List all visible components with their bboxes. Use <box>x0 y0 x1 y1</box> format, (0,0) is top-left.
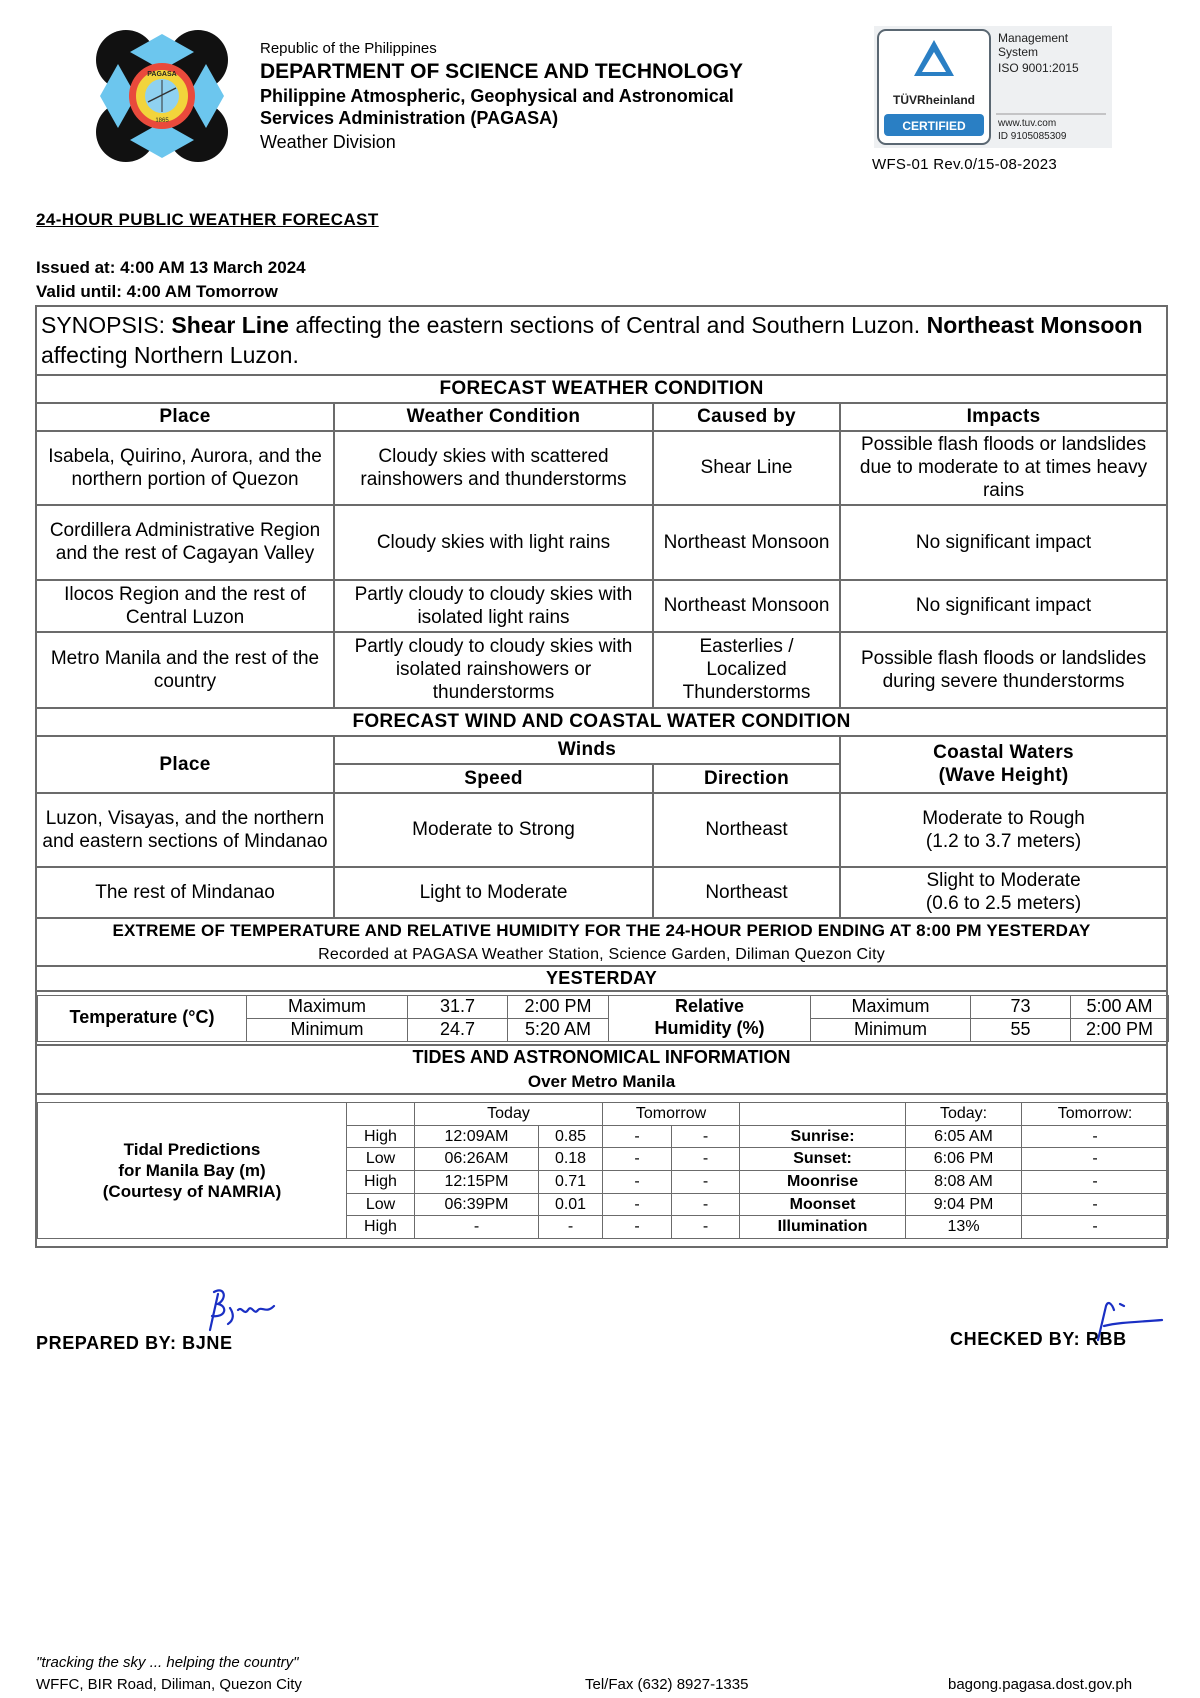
astro-tomorrow: - <box>1022 1193 1169 1216</box>
yesterday-label: YESTERDAY <box>36 966 1167 991</box>
astro-tomorrow: - <box>1022 1216 1169 1239</box>
tides-block <box>36 1094 1167 1247</box>
tide-tomorrow-time: - <box>603 1193 672 1216</box>
cert-url: www.tuv.com <box>998 118 1057 129</box>
tide-time: 06:39PM <box>415 1193 539 1216</box>
forecast-condition: Partly cloudy to cloudy skies with isolated light rains <box>334 580 653 632</box>
astro-today: 6:06 PM <box>906 1148 1022 1171</box>
agency-line-2: Services Administration (PAGASA) <box>260 108 559 128</box>
cert-title-1: Management <box>998 31 1069 45</box>
temp-max-time: 2:00 PM <box>508 995 609 1018</box>
forecast-impact: No significant impact <box>840 580 1167 632</box>
tide-height: 0.71 <box>539 1171 603 1194</box>
footer-address: WFFC, BIR Road, Diliman, Quezon City <box>36 1676 302 1693</box>
tide-height: 0.01 <box>539 1193 603 1216</box>
coastal-header-line-1: Coastal Waters <box>933 742 1074 764</box>
forecast-table <box>35 305 1168 1248</box>
extreme-values <box>36 991 1167 1045</box>
tide-tomorrow-height: - <box>672 1171 740 1194</box>
forecast-section-title: FORECAST WEATHER CONDITION <box>36 375 1167 403</box>
iso-certification-badge <box>874 26 1112 148</box>
temp-max-value: 31.7 <box>408 995 508 1018</box>
wind-speed: Light to Moderate <box>334 867 653 918</box>
wind-direction: Northeast <box>653 867 840 918</box>
logo-text: PAGASA <box>147 71 177 78</box>
document-code: WFS-01 Rev.0/15-08-2023 <box>872 156 1058 173</box>
tide-tomorrow-height: - <box>672 1193 740 1216</box>
rh-min-value: 55 <box>971 1018 1071 1041</box>
tide-tomorrow-time: - <box>603 1125 672 1148</box>
forecast-cause: Easterlies / Localized Thunderstorms <box>653 632 840 708</box>
rh-max-value: 73 <box>971 995 1071 1018</box>
forecast-cause: Northeast Monsoon <box>653 580 840 632</box>
coastal-condition: Slight to Moderate <box>926 870 1081 892</box>
wind-header-speed: Speed <box>334 764 653 793</box>
forecast-condition: Cloudy skies with scattered rainshowers and thunderstorms <box>334 431 653 505</box>
tide-tomorrow-height: - <box>672 1125 740 1148</box>
extreme-section-title <box>36 918 1167 966</box>
tide-tomorrow-time: - <box>603 1148 672 1171</box>
prepared-signature <box>204 1284 284 1334</box>
republic-line: Republic of the Philippines <box>260 40 437 57</box>
wind-section-title: FORECAST WIND AND COASTAL WATER CONDITION <box>36 708 1167 736</box>
tide-type: Low <box>347 1193 415 1216</box>
synopsis-label: SYNOPSIS: <box>41 312 165 338</box>
tide-tomorrow-time: - <box>603 1216 672 1239</box>
tide-time: 12:15PM <box>415 1171 539 1194</box>
forecast-row <box>36 431 1167 505</box>
temp-min-value: 24.7 <box>408 1018 508 1041</box>
forecast-row <box>36 632 1167 708</box>
synopsis-text-1: affecting the eastern sections of Central and Southern Luzon. <box>295 312 921 338</box>
coastal-wave-height: (0.6 to 2.5 meters) <box>925 893 1082 915</box>
synopsis-system-1: Shear Line <box>171 312 289 338</box>
tide-header-today: Today <box>415 1103 603 1126</box>
synopsis <box>36 306 1167 375</box>
humidity-label-line-2: Humidity (%) <box>654 1018 765 1039</box>
tide-corner <box>347 1103 415 1126</box>
wind-header-place: Place <box>36 736 334 793</box>
astro-today: 8:08 AM <box>906 1171 1022 1194</box>
temp-min-time: 5:20 AM <box>508 1018 609 1041</box>
valid-until: Valid until: 4:00 AM Tomorrow <box>36 282 278 301</box>
wind-place: The rest of Mindanao <box>36 867 334 918</box>
temperature-label: Temperature (°C) <box>38 995 247 1041</box>
cert-brand: TÜVRheinland <box>892 93 976 107</box>
forecast-impact: Possible flash floods or landslides due to moderate to at times heavy rains <box>840 431 1167 505</box>
forecast-place: Metro Manila and the rest of the country <box>36 632 334 708</box>
rh-max-label: Maximum <box>811 995 971 1018</box>
agency-line-1: Philippine Atmospheric, Geophysical and Astronomical <box>260 86 734 106</box>
header-weather-condition: Weather Condition <box>334 403 653 431</box>
tide-height: 0.85 <box>539 1125 603 1148</box>
logo-year: 1865 <box>155 118 169 124</box>
astro-label: Moonset <box>740 1193 906 1216</box>
cert-standard: ISO 9001:2015 <box>998 61 1079 75</box>
tide-height: - <box>539 1216 603 1239</box>
tide-tomorrow-height: - <box>672 1216 740 1239</box>
rh-max-time: 5:00 AM <box>1071 995 1169 1018</box>
tide-time: 12:09AM <box>415 1125 539 1148</box>
astro-corner <box>740 1103 906 1126</box>
astro-label: Moonrise <box>740 1171 906 1194</box>
forecast-row <box>36 580 1167 632</box>
tidal-label <box>38 1103 347 1239</box>
astro-tomorrow: - <box>1022 1125 1169 1148</box>
forecast-impact: No significant impact <box>840 505 1167 580</box>
issued-at: Issued at: 4:00 AM 13 March 2024 <box>36 258 306 277</box>
checked-signature <box>1090 1296 1165 1342</box>
tide-type: High <box>347 1216 415 1239</box>
forecast-condition: Partly cloudy to cloudy skies with isolated rainshowers or thunderstorms <box>334 632 653 708</box>
extreme-title: EXTREME OF TEMPERATURE AND RELATIVE HUMIDITY FOR THE 24-HOUR PERIOD ENDING AT 8:00 PM YESTERDAY <box>112 920 1091 940</box>
astro-today: 13% <box>906 1216 1022 1239</box>
tide-header-tomorrow: Tomorrow <box>603 1103 740 1126</box>
tides-subtitle: Over Metro Manila <box>527 1071 676 1091</box>
wind-speed: Moderate to Strong <box>334 793 653 867</box>
forecast-place: Ilocos Region and the rest of Central Luzon <box>36 580 334 632</box>
tides-title: TIDES AND ASTRONOMICAL INFORMATION <box>412 1047 791 1068</box>
footer-website: bagong.pagasa.dost.gov.ph <box>948 1676 1133 1693</box>
extreme-table <box>37 995 1169 1042</box>
footer-motto: "tracking the sky ... helping the country" <box>36 1654 299 1671</box>
tidal-label-line-2: for Manila Bay (m) <box>118 1160 266 1180</box>
header-caused-by: Caused by <box>653 403 840 431</box>
checked-by: CHECKED BY: RBB <box>950 1329 1127 1349</box>
wind-direction: Northeast <box>653 793 840 867</box>
header-place: Place <box>36 403 334 431</box>
tides-table <box>37 1102 1169 1239</box>
humidity-label-line-1: Relative <box>674 996 745 1017</box>
astro-header-today: Today: <box>906 1103 1022 1126</box>
coastal-condition: Moderate to Rough <box>922 807 1085 829</box>
forecast-cause: Northeast Monsoon <box>653 505 840 580</box>
forecast-row <box>36 505 1167 580</box>
tide-type: Low <box>347 1148 415 1171</box>
forecast-impact: Possible flash floods or landslides during severe thunderstorms <box>840 632 1167 708</box>
astro-tomorrow: - <box>1022 1148 1169 1171</box>
astro-tomorrow: - <box>1022 1171 1169 1194</box>
footer-telephone: Tel/Fax (632) 8927-1335 <box>585 1676 749 1693</box>
wind-coastal <box>840 867 1167 918</box>
forecast-place: Isabela, Quirino, Aurora, and the northern portion of Quezon <box>36 431 334 505</box>
tide-time: - <box>415 1216 539 1239</box>
rh-min-label: Minimum <box>811 1018 971 1041</box>
temp-min-label: Minimum <box>247 1018 408 1041</box>
astro-label: Sunrise: <box>740 1125 906 1148</box>
tide-tomorrow-height: - <box>672 1148 740 1171</box>
forecast-cause: Shear Line <box>653 431 840 505</box>
synopsis-system-2: Northeast Monsoon <box>926 312 1143 338</box>
cert-badge-label: CERTIFIED <box>902 119 966 133</box>
pagasa-logo <box>96 30 228 162</box>
extreme-subtitle: Recorded at PAGASA Weather Station, Science Garden, Diliman Quezon City <box>318 945 885 963</box>
tide-type: High <box>347 1171 415 1194</box>
tide-tomorrow-time: - <box>603 1171 672 1194</box>
wind-row <box>36 793 1167 867</box>
tidal-label-line-3: (Courtesy of NAMRIA) <box>102 1182 282 1202</box>
temp-max-label: Maximum <box>247 995 408 1018</box>
prepared-by: PREPARED BY: BJNE <box>36 1333 233 1353</box>
wind-place: Luzon, Visayas, and the northern and eastern sections of Mindanao <box>36 793 334 867</box>
forecast-condition: Cloudy skies with light rains <box>334 505 653 580</box>
astro-today: 6:05 AM <box>906 1125 1022 1148</box>
wind-header-winds: Winds <box>334 736 840 764</box>
astro-header-tomorrow: Tomorrow: <box>1022 1103 1169 1126</box>
tide-time: 06:26AM <box>415 1148 539 1171</box>
tidal-label-line-1: Tidal Predictions <box>123 1139 261 1159</box>
cert-title-2: System <box>998 45 1039 59</box>
astro-label: Sunset: <box>740 1148 906 1171</box>
page-title: 24-HOUR PUBLIC WEATHER FORECAST <box>36 210 379 229</box>
header-impacts: Impacts <box>840 403 1167 431</box>
humidity-label <box>609 995 811 1041</box>
forecast-place: Cordillera Administrative Region and the rest of Cagayan Valley <box>36 505 334 580</box>
wind-header-coastal <box>840 736 1167 793</box>
astro-label: Illumination <box>740 1216 906 1239</box>
tide-height: 0.18 <box>539 1148 603 1171</box>
department-line: DEPARTMENT OF SCIENCE AND TECHNOLOGY <box>260 60 744 83</box>
tide-type: High <box>347 1125 415 1148</box>
wind-coastal <box>840 793 1167 867</box>
coastal-header-line-2: (Wave Height) <box>938 765 1069 787</box>
cert-id: ID 9105085309 <box>998 131 1067 142</box>
division-line: Weather Division <box>260 132 396 152</box>
wind-header-direction: Direction <box>653 764 840 793</box>
rh-min-time: 2:00 PM <box>1071 1018 1169 1041</box>
astro-today: 9:04 PM <box>906 1193 1022 1216</box>
coastal-wave-height: (1.2 to 3.7 meters) <box>925 830 1082 852</box>
tides-section-title <box>36 1045 1167 1094</box>
wind-row <box>36 867 1167 918</box>
synopsis-text-2: affecting Northern Luzon. <box>41 342 299 369</box>
